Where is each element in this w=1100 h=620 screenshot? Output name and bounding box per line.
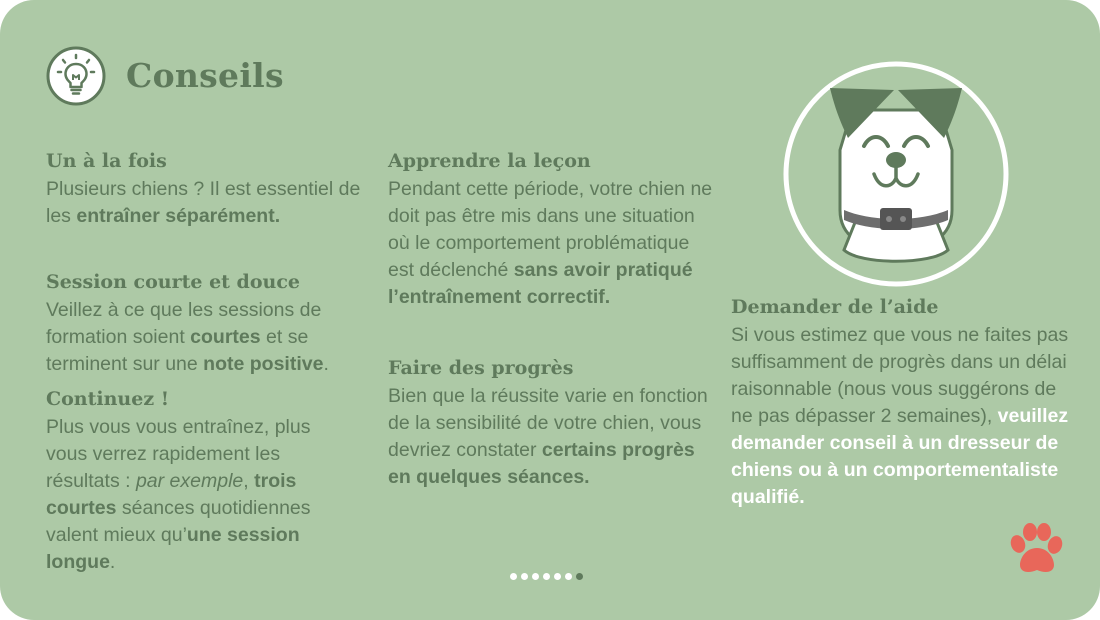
page-title: Conseils xyxy=(126,56,284,95)
page-dot[interactable] xyxy=(554,573,561,580)
paw-icon xyxy=(1006,520,1064,578)
tip-title: Faire des progrès xyxy=(388,357,574,379)
page-dot[interactable] xyxy=(532,573,539,580)
tip-body: Plus vous vous entraînez, plus vous verrez rapidement les résultats : par exemple, trois courtes séances quotidiennes valent mieux qu’une session longue. xyxy=(46,416,311,573)
page-dot[interactable] xyxy=(521,573,528,580)
tip-body: Si vous estimez que vous ne faites pas suffisamment de progrès dans un délai raisonnable (nous vous suggérons de ne pas dépasser 2 semaines), veuillez demander conseil à un dresseur de chiens ou à un comportementaliste qualifié. xyxy=(731,324,1069,508)
pagination-dots xyxy=(510,573,583,580)
page-dot[interactable] xyxy=(543,573,550,580)
page-dot[interactable] xyxy=(565,573,572,580)
tip-ask-help xyxy=(731,296,1071,511)
dog-illustration xyxy=(782,60,1010,288)
tip-one-at-a-time xyxy=(46,150,386,230)
tip-title: Continuez ! xyxy=(46,388,170,410)
lightbulb-icon xyxy=(46,46,106,106)
tip-title: Un à la fois xyxy=(46,150,167,172)
tip-title: Session courte et douce xyxy=(46,271,300,293)
tip-learn-lesson xyxy=(388,150,718,311)
tip-body: Plusieurs chiens ? Il est essentiel de les entraîner séparément. xyxy=(46,178,361,227)
tip-continue xyxy=(46,388,338,576)
tip-progress xyxy=(388,357,708,491)
tip-body: Veillez à ce que les sessions de formation soient courtes et se terminent sur une note positive. xyxy=(46,299,329,375)
tip-short-session xyxy=(46,271,346,378)
tip-title: Demander de l’aide xyxy=(731,296,939,318)
tip-title: Apprendre la leçon xyxy=(388,150,591,172)
page-dot[interactable] xyxy=(510,573,517,580)
tip-body: Pendant cette période, votre chien ne doit pas être mis dans une situation où le comportement problématique est déclenché sans avoir pratiqué l’entraînement correctif. xyxy=(388,178,713,308)
tip-body: Bien que la réussite varie en fonction de la sensibilité de votre chien, vous devriez constater certains progrès en quelques séances. xyxy=(388,385,708,488)
page-dot-active[interactable] xyxy=(576,573,583,580)
